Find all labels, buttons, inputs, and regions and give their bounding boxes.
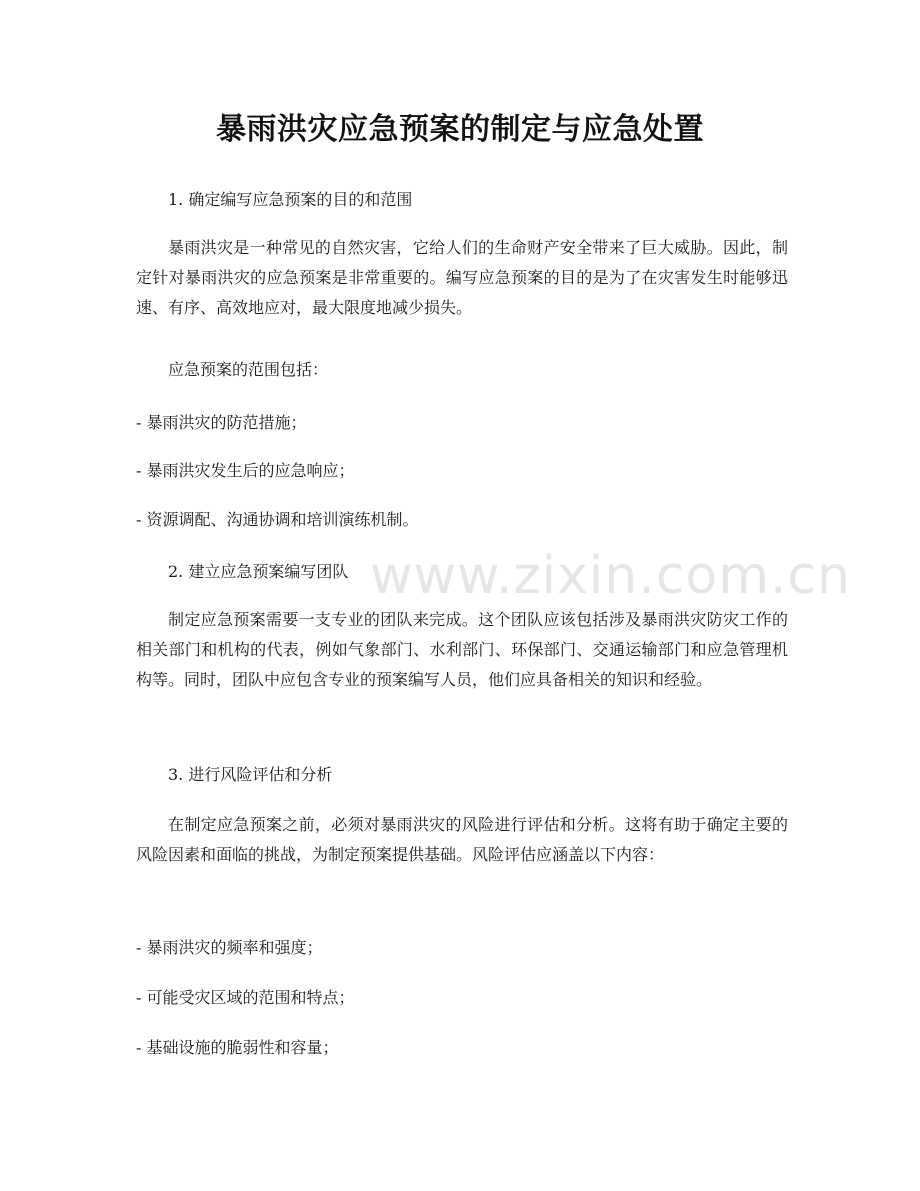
paragraph-purpose: 暴雨洪灾是一种常见的自然灾害，它给人们的生命财产安全带来了巨大威胁。因此，制定针对暴雨洪灾的应急预案是非常重要的。编写应急预案的目的是为了在灾害发生时能够迅速、有序、高效地应对，最大限度地减少损失。 <box>136 238 788 317</box>
section-heading-2: 2. 建立应急预案编写团队 <box>168 562 349 581</box>
section-heading-3: 3. 进行风险评估和分析 <box>168 765 333 784</box>
list-item: - 暴雨洪灾的频率和强度； <box>136 938 323 957</box>
paragraph-risk: 在制定应急预案之前，必须对暴雨洪灾的风险进行评估和分析。这将有助于确定主要的风险因素和面临的挑战，为制定预案提供基础。风险评估应涵盖以下内容： <box>136 815 788 864</box>
paragraph-team: 制定应急预案需要一支专业的团队来完成。这个团队应该包括涉及暴雨洪灾防灾工作的相关部门和机构的代表，例如气象部门、水利部门、环保部门、交通运输部门和应急管理机构等。同时，团队中应包含专业的预案编写人员，他们应具备相关的知识和经验。 <box>136 610 788 689</box>
document-title: 暴雨洪灾应急预案的制定与应急处置 <box>216 112 704 147</box>
list-item: - 基础设施的脆弱性和容量； <box>136 1038 339 1057</box>
list-item: - 暴雨洪灾发生后的应急响应； <box>136 461 355 480</box>
list-item: - 可能受灾区域的范围和特点； <box>136 988 355 1007</box>
list-item: - 暴雨洪灾的防范措施； <box>136 413 307 432</box>
scope-intro: 应急预案的范围包括： <box>168 360 329 379</box>
watermark: www.zixin.com.cn <box>370 546 851 606</box>
list-item: - 资源调配、沟通协调和培训演练机制。 <box>136 510 419 529</box>
section-heading-1: 1. 确定编写应急预案的目的和范围 <box>168 190 413 209</box>
